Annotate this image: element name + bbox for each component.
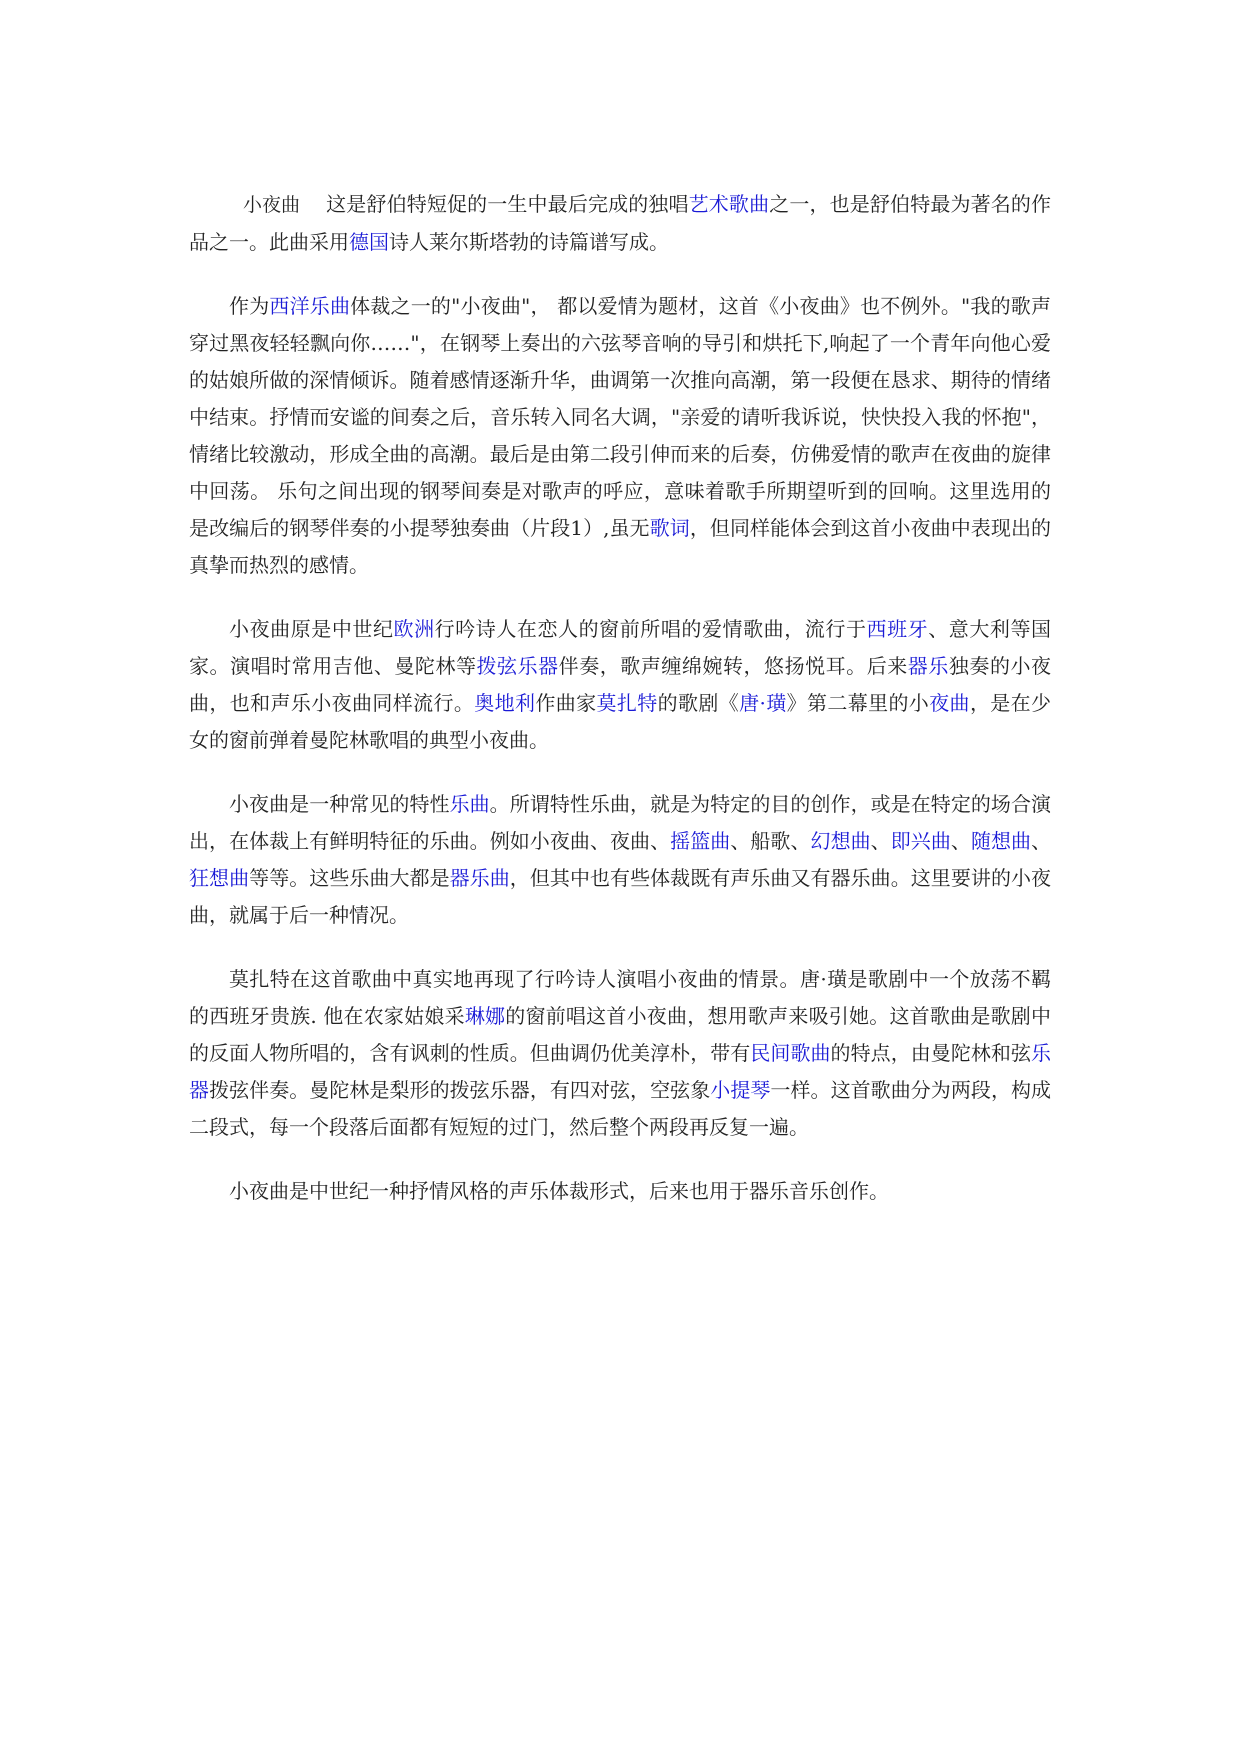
text-run: ，是在少女的窗前弹着曼陀林歌唱的典型小夜曲。: [189, 691, 1052, 752]
text-run: 、: [950, 829, 971, 853]
inline-link[interactable]: 幻想曲: [810, 829, 871, 853]
inline-link[interactable]: 即兴曲: [890, 829, 951, 853]
paragraph: [189, 611, 1051, 759]
text-run: 之一，也是舒伯特最为著名的作品之一。此曲采用: [189, 192, 1052, 254]
text-run: 莫扎特在这首歌曲中真实地再现了行吟诗人演唱小夜曲的情景。唐·璜是歌剧中一个放荡不羁的西班牙贵族. 他在农家姑娘采: [189, 967, 1051, 1028]
inline-link[interactable]: 欧洲: [393, 617, 435, 641]
text-run: 一样。这首歌曲分为两段，构成二段式，每一个段落后面都有短短的过门，然后整个两段再反复一遍。: [189, 1078, 1052, 1139]
text-run: ，但其中也有些体裁既有声乐曲又有器乐曲。这里要讲的小夜曲，就属于后一种情况。: [189, 866, 1052, 927]
inline-link[interactable]: 琳娜: [464, 1004, 506, 1028]
text-run: 》第二幕里的小: [786, 691, 930, 715]
inline-link[interactable]: 小提琴: [710, 1078, 771, 1102]
paragraph: [189, 786, 1051, 934]
paragraph: [189, 186, 1051, 261]
paragraph: [189, 1173, 1051, 1210]
inline-link[interactable]: 乐器: [189, 1041, 1052, 1102]
text-run: 的窗前唱这首小夜曲，想用歌声来吸引她。这首歌曲是歌剧中的反面人物所唱的，含有讽刺的性质。但曲调仍优美淳朴，带有: [189, 1004, 1052, 1065]
section-title: 小夜曲: [243, 194, 301, 216]
inline-link[interactable]: 唐·璜: [739, 691, 787, 715]
inline-link[interactable]: 乐曲: [449, 792, 490, 816]
text-run: 独奏的小夜曲，也和声乐小夜曲同样流行。: [189, 654, 1052, 715]
inline-link[interactable]: 艺术歌曲: [688, 192, 770, 216]
inline-link[interactable]: 狂想曲: [189, 866, 250, 890]
text-run: 体裁之一的"小夜曲"， 都以爱情为题材，这首《小夜曲》也不例外。"我的歌声穿过黑夜轻轻飘向你……"，在钢琴上奏出的六弦琴音响的导引和烘托下,响起了一个青年向他心爱的姑娘所做的深情倾诉。随着感情逐渐升华，曲调第一次推向高潮，第一段便在恳求、期待的情绪中结束。抒情而安谧的间奏之后，音乐转入同名大调，"亲爱的请听我诉说，快快投入我的怀抱"，情绪比较激动，形成全曲的高潮。最后是由第二段引伸而来的后奏，仿佛爱情的歌声在夜曲的旋律中回荡。 乐句之间出现的钢琴间奏是对歌声的呼应，意味着歌手所期望听到的回响。这里选用的是改编后的钢琴伴奏的小提琴独奏曲（片段1）,虽无: [189, 294, 1051, 540]
text-run: 等等。这些乐曲大都是: [249, 866, 450, 890]
document-page: [189, 186, 1051, 1237]
paragraph: [189, 288, 1051, 584]
text-run: 。所谓特性乐曲，就是为特定的目的创作，或是在特定的场合演出，在体裁上有鲜明特征的乐曲。例如小夜曲、夜曲、: [189, 792, 1052, 853]
inline-link[interactable]: 随想曲: [970, 829, 1032, 853]
text-run: 、意大利等国家。演唱时常用吉他、曼陀林等: [189, 617, 1052, 678]
inline-link[interactable]: 器乐: [907, 654, 949, 678]
inline-link[interactable]: 德国: [349, 230, 389, 254]
text-run: 、: [870, 829, 891, 853]
text-run: 这是舒伯特短促的一生中最后完成的独唱: [326, 192, 689, 216]
inline-link[interactable]: 民间歌曲: [750, 1041, 831, 1065]
inline-link[interactable]: 莫扎特: [596, 691, 658, 715]
inline-link[interactable]: 西班牙: [866, 617, 929, 641]
text-run: 作曲家: [535, 691, 597, 715]
inline-link[interactable]: 摇篮曲: [670, 829, 731, 853]
text-run: 小夜曲是一种常见的特性: [229, 792, 450, 816]
text-run: 的特点，由曼陀林和弦: [830, 1041, 1032, 1065]
text-run: 、船歌、: [730, 829, 811, 853]
text-run: 的歌剧《: [657, 691, 740, 715]
inline-link[interactable]: 奥地利: [474, 691, 536, 715]
text-run: ，但同样能体会到这首小夜曲中表现出的真挚而热烈的感情。: [189, 516, 1052, 577]
inline-link[interactable]: 器乐曲: [449, 866, 510, 890]
text-run: 小夜曲原是中世纪: [229, 617, 394, 641]
text-run: 作为: [229, 294, 270, 318]
text-run: 拨弦伴奏。曼陀林是梨形的拨弦乐器，有四对弦，空弦象: [209, 1078, 711, 1102]
inline-link[interactable]: 拨弦乐器: [476, 654, 559, 678]
text-run: 行吟诗人在恋人的窗前所唱的爱情歌曲，流行于: [434, 617, 867, 641]
inline-link[interactable]: 夜曲: [929, 691, 970, 715]
inline-link[interactable]: 歌词: [649, 516, 690, 540]
paragraph: [189, 961, 1051, 1146]
inline-link[interactable]: 西洋乐曲: [269, 294, 351, 318]
text-run: 诗人莱尔斯塔勃的诗篇谱写成。: [389, 230, 669, 254]
text-run: 伴奏，歌声缠绵婉转，悠扬悦耳。后来: [558, 654, 908, 678]
text-run: 小夜曲是中世纪一种抒情风格的声乐体裁形式，后来也用于器乐音乐创作。: [229, 1179, 889, 1203]
text-run: 、: [1031, 829, 1052, 853]
